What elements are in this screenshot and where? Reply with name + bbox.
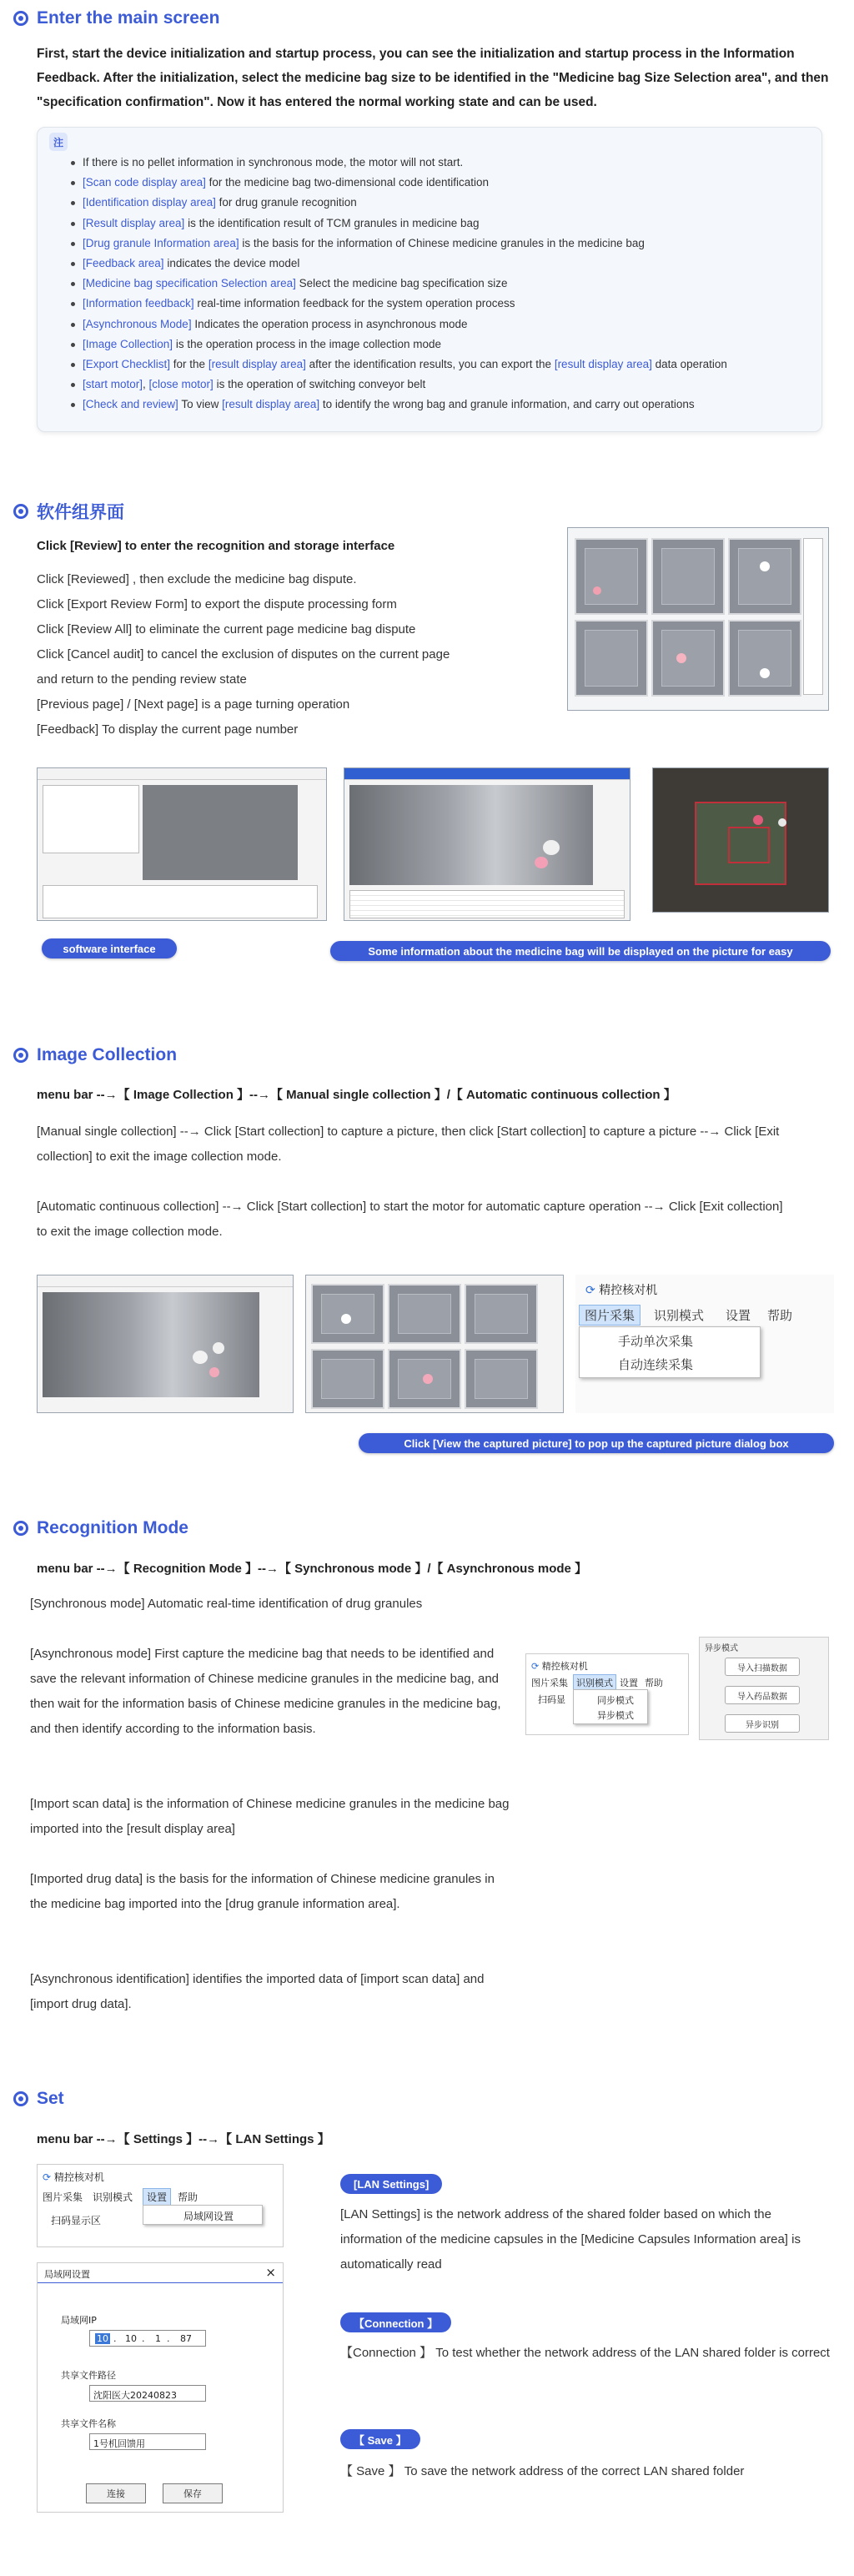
lan-settings-dialog (37, 2262, 284, 2513)
note-link[interactable]: [start motor] (83, 378, 143, 391)
menu-item-help[interactable]: 帮助 (645, 1678, 663, 1688)
granule-marker (760, 561, 770, 571)
menu-item-settings[interactable]: 设置 (620, 1678, 638, 1688)
ip-dot: . (113, 2333, 117, 2344)
menu-item-recognition-mode[interactable]: 识别模式 (93, 2191, 133, 2203)
note-text: Select the medicine bag specification size (295, 277, 508, 290)
close-icon[interactable]: × (265, 2265, 276, 2280)
note-text: for drug granule recognition (215, 196, 357, 209)
async-panel-screenshot (699, 1637, 829, 1740)
review-heading: Click [Review] to enter the recognition and storage interface (37, 539, 395, 553)
recognition-screenshot (344, 767, 630, 921)
note-link[interactable]: [result display area] (208, 358, 306, 371)
review-side-panel (803, 538, 823, 695)
connection-tag: 【Connection 】 (340, 2312, 451, 2332)
dialog-title-bar (38, 2263, 283, 2283)
app-logo-icon: ⟳ (531, 1661, 542, 1672)
note-link[interactable]: [Information feedback] (83, 297, 194, 310)
note-icon: 注 (49, 133, 68, 151)
lan-ip-label: 局域网IP (61, 2315, 97, 2326)
continuous-collection-screenshot (305, 1275, 564, 1413)
intro-paragraph: First, start the device initialization and startup process, you can see the initialization and startup process in the Information Feedback. After the initialization, select the medicine bag size to be identified in the "Medicine bag Size Selection area", and then "specification confirmation". Now it has entered the normal working state and can be used. (37, 47, 829, 109)
result-display-area (43, 885, 318, 918)
review-instruction-line: Click [Export Review Form] to export the dispute processing form (37, 597, 397, 611)
note-item (71, 335, 727, 355)
software-interface-label: software interface (42, 938, 177, 958)
note-item (71, 254, 727, 274)
image-collection-heading: menu bar --→【 Image Collection 】--→【 Manual single collection 】/【 Automatic continuous collection 】 (37, 1088, 676, 1102)
ip-octet-2[interactable]: 10 (125, 2333, 137, 2344)
medicine-bag-tile (465, 1284, 538, 1344)
menu-item-image-collection[interactable]: 图片采集 (531, 1678, 568, 1688)
granule-marker (341, 1314, 351, 1324)
section-title-set (13, 2089, 64, 2109)
granule-marker (193, 1351, 208, 1364)
scan-display-area (43, 785, 139, 853)
async-mode-paragraph: [Asynchronous mode] First capture the medicine bag that needs to be identified and save the relevant information of Chinese medicine granules in the medicine bag, and then wait for the information basis of Chinese medicine granules in the medicine bag, and then identify according to the information basis. (30, 1647, 501, 1736)
note-text: is the identification result of TCM granules in medicine bag (184, 216, 480, 229)
result-table (349, 890, 625, 918)
note-text: is the operation process in the image collection mode (173, 337, 441, 350)
note-text: for the medicine bag two-dimensional code identification (205, 176, 490, 189)
app-title-row (43, 2170, 104, 2184)
save-button[interactable]: 保存 (163, 2483, 223, 2503)
collection-dropdown (579, 1326, 761, 1378)
shared-name-input[interactable]: 1号机回馈用 (89, 2433, 206, 2450)
menu-item-image-collection[interactable]: 图片采集 (43, 2191, 83, 2203)
note-link[interactable]: [Identification display area] (83, 196, 216, 209)
section-title-text: 软件组界面 (37, 503, 124, 522)
section-bullet-icon (13, 1521, 28, 1536)
review-instruction-line: [Previous page] / [Next page] is a page turning operation (37, 697, 350, 712)
section-title-text: Image Collection (37, 1045, 178, 1064)
manual-collection-paragraph: [Manual single collection] --→ Click [Start collection] to capture a picture, then click [Start collection] to capture a picture --→ Click [Exit collection] to exit the image collection mode. (37, 1124, 780, 1164)
sync-mode-item[interactable]: 同步模式 (597, 1695, 634, 1706)
section-title-main-screen (13, 8, 219, 28)
shared-name-label: 共享文件名称 (61, 2418, 116, 2429)
mode-dropdown (573, 1689, 648, 1724)
collection-menu-screenshot (575, 1275, 834, 1413)
scan-display-label: 扫码显示区 (51, 2215, 102, 2226)
note-item (71, 173, 727, 193)
ip-octet-3[interactable]: 1 (155, 2333, 161, 2344)
note-item (71, 395, 727, 415)
section-title-image-collection (13, 1045, 177, 1065)
lan-settings-tag: [LAN Settings] (340, 2174, 442, 2194)
medicine-bag-tile (651, 620, 725, 697)
review-instruction-line: Click [Cancel audit] to cancel the exclusion of disputes on the current page (37, 647, 450, 662)
note-text: If there is no pellet information in synchronous mode, the motor will not start. (83, 156, 464, 169)
note-link[interactable]: [Result display area] (83, 216, 185, 229)
medicine-bag-tile (651, 538, 725, 615)
save-tag: 【 Save 】 (340, 2429, 420, 2449)
note-text: , (143, 378, 149, 391)
app-title-row (531, 1659, 588, 1673)
section-title-text: Set (37, 2089, 64, 2108)
review-instruction-line: and return to the pending review state (37, 672, 247, 687)
view-captured-picture-label: Click [View the captured picture] to pop up the captured picture dialog box (359, 1433, 834, 1453)
note-text: is the basis for the information of Chinese medicine granules in the medicine bag (239, 236, 645, 249)
lan-settings-item[interactable]: 局域网设置 (183, 2211, 234, 2222)
granule-marker (209, 1367, 219, 1377)
review-instruction-line: Click [Reviewed] , then exclude the medicine bag dispute. (37, 572, 357, 586)
lan-settings-description: [LAN Settings] is the network address of the shared folder based on which the information of the medicine capsules in the [Medicine Capsules Information area] is automatically read (340, 2207, 801, 2272)
app-name: 精控核对机 (53, 2171, 104, 2183)
window-title-bar (38, 768, 326, 780)
auto-collection-paragraph: [Automatic continuous collection] --→ Click [Start collection] to start the motor for automatic capture operation --→ Click [Exit collection] to exit the image collection mode. (37, 1200, 783, 1239)
note-item (71, 234, 727, 254)
medicine-bag-tile (728, 620, 801, 697)
async-identify-button[interactable]: 异步识别 (725, 1714, 800, 1733)
section-title-software-interface (13, 499, 124, 524)
note-text: after the identification results, you can export the (305, 358, 555, 371)
bag-overlay (728, 827, 770, 863)
note-item (71, 355, 727, 375)
window-title-bar (38, 1275, 293, 1287)
granule-marker (535, 857, 548, 868)
medicine-bag-tile (575, 538, 648, 615)
menu-item-help[interactable]: 帮助 (767, 1308, 793, 1323)
menu-item-settings[interactable]: 设置 (143, 2188, 171, 2206)
menu-item-settings[interactable]: 设置 (726, 1308, 751, 1323)
settings-menu-screenshot (37, 2164, 284, 2247)
note-text: indicates the device model (163, 257, 300, 270)
app-title-row (585, 1281, 657, 1298)
note-text: real-time information feedback for the system operation process (193, 297, 515, 310)
note-text: for the (170, 358, 208, 371)
annotated-bag-screenshot (652, 767, 829, 913)
section-bullet-icon (13, 1048, 28, 1063)
menu-item-recognition-mode[interactable]: 识别模式 (654, 1308, 705, 1323)
review-instructions (37, 567, 537, 742)
scan-display-label: 扫码显 (538, 1694, 565, 1705)
note-text: data operation (651, 358, 727, 371)
camera-view (43, 1292, 259, 1397)
window-title-bar (344, 768, 630, 780)
app-logo-icon: ⟳ (585, 1284, 600, 1297)
granule-marker (423, 1374, 433, 1384)
granule-marker (593, 586, 601, 595)
section-title-text: Enter the main screen (37, 8, 220, 28)
connection-description: 【Connection 】 To test whether the network address of the LAN shared folder is correct (340, 2346, 830, 2360)
note-link[interactable]: [close motor] (148, 378, 214, 391)
section-title-text: Recognition Mode (37, 1518, 188, 1537)
shared-path-label: 共享文件路径 (61, 2370, 116, 2381)
lan-ip-input[interactable] (89, 2330, 206, 2347)
dialog-title: 局域网设置 (44, 2269, 90, 2280)
note-link[interactable]: [Scan code display area] (83, 176, 206, 189)
set-heading: menu bar --→【 Settings 】--→【 LAN Settings 】 (37, 2132, 330, 2146)
medicine-bag-tile (388, 1284, 461, 1344)
async-mode-item[interactable]: 异步模式 (597, 1710, 634, 1721)
menu-bar (575, 1305, 834, 1326)
review-instruction-line: [Feedback] To display the current page number (37, 722, 299, 737)
section-bullet-icon (13, 11, 28, 26)
granule-marker (543, 840, 560, 855)
section-bullet-icon (13, 504, 28, 519)
medicine-bag-tile (465, 1349, 538, 1409)
import-drug-button[interactable]: 导入药品数据 (725, 1686, 800, 1704)
note-item (71, 375, 727, 395)
camera-view (349, 785, 593, 885)
section-title-recognition-mode (13, 1518, 188, 1538)
granule-marker (676, 653, 686, 663)
ip-dot: . (142, 2333, 145, 2344)
note-link[interactable]: [Asynchronous Mode] (83, 317, 192, 330)
medicine-bag-tile (728, 538, 801, 615)
note-link[interactable]: [Image Collection] (83, 337, 173, 350)
note-link[interactable]: [result display area] (554, 358, 652, 371)
note-box (37, 127, 822, 432)
note-text: To view (178, 398, 223, 411)
menu-item-recognition-mode[interactable]: 识别模式 (573, 1674, 616, 1691)
note-item (71, 294, 727, 314)
review-interface-screenshot (567, 527, 829, 711)
ip-octet-4[interactable]: 87 (180, 2333, 192, 2344)
shared-path-input[interactable]: 沈阳医大20240823 (89, 2385, 206, 2402)
imported-drug-paragraph: [Imported drug data] is the basis for the information of Chinese medicine granules in the medicine bag imported into the [drug granule information area]. (30, 1872, 495, 1911)
menu-item-image-collection[interactable]: 图片采集 (579, 1305, 640, 1326)
import-scan-paragraph: [Import scan data] is the information of Chinese medicine granules in the medicine bag imported into the [result display area] (30, 1797, 510, 1836)
async-identification-paragraph: [Asynchronous identification] identifies the imported data of [import scan data] and [import drug data]. (30, 1972, 485, 2011)
app-name: 精控核对机 (541, 1661, 588, 1672)
section-bullet-icon (13, 2091, 28, 2106)
bag-info-label: Some information about the medicine bag will be displayed on the picture for easy (330, 941, 831, 961)
collection-screenshot (37, 1275, 294, 1413)
granule-marker (760, 668, 770, 678)
note-link[interactable]: [Feedback area] (83, 257, 164, 270)
connect-button[interactable]: 连接 (86, 2483, 146, 2503)
note-item (71, 214, 727, 234)
menu-item-help[interactable]: 帮助 (178, 2191, 198, 2203)
note-item (71, 153, 727, 173)
review-instruction-line: Click [Review All] to eliminate the current page medicine bag dispute (37, 622, 416, 636)
note-item (71, 193, 727, 213)
note-text: is the operation of switching conveyor belt (213, 378, 426, 391)
medicine-bag-tile (311, 1349, 384, 1409)
note-item (71, 314, 727, 335)
recognition-heading: menu bar --→【 Recognition Mode 】--→【 Synchronous mode 】/【 Asynchronous mode 】 (37, 1562, 588, 1576)
medicine-bag-tile (575, 620, 648, 697)
note-link[interactable]: [Check and review] (83, 398, 178, 411)
app-name: 精控核对机 (599, 1284, 658, 1297)
async-panel-title: 异步模式 (705, 1644, 738, 1653)
note-link[interactable]: [Drug granule Information area] (83, 236, 239, 249)
ip-octet-1[interactable]: 10 (97, 2333, 108, 2344)
ip-dot: . (167, 2333, 170, 2344)
granule-marker (753, 815, 763, 825)
note-text: Indicates the operation process in asynchronous mode (191, 317, 468, 330)
note-text: to identify the wrong bag and granule information, and carry out operations (319, 398, 695, 411)
save-description: 【 Save 】 To save the network address of the correct LAN shared folder (340, 2464, 745, 2478)
manual-single-collection-item[interactable]: 手动单次采集 (618, 1334, 694, 1349)
auto-continuous-collection-item[interactable]: 自动连续采集 (618, 1357, 694, 1372)
sync-mode-paragraph: [Synchronous mode] Automatic real-time identification of drug granules (30, 1597, 423, 1611)
settings-dropdown (143, 2205, 263, 2225)
identification-display-area (143, 785, 298, 880)
note-link[interactable]: [result display area] (222, 398, 320, 411)
note-link[interactable]: [Medicine bag specification Selection area] (83, 277, 296, 290)
granule-marker (778, 818, 786, 827)
note-list (71, 153, 727, 415)
app-logo-icon: ⟳ (43, 2171, 54, 2183)
import-scan-button[interactable]: 导入扫描数据 (725, 1658, 800, 1676)
software-main-screenshot (37, 767, 327, 921)
granule-marker (213, 1342, 224, 1354)
recognition-menu-screenshot (525, 1653, 689, 1735)
note-link[interactable]: [Export Checklist] (83, 358, 171, 371)
note-item (71, 274, 727, 294)
